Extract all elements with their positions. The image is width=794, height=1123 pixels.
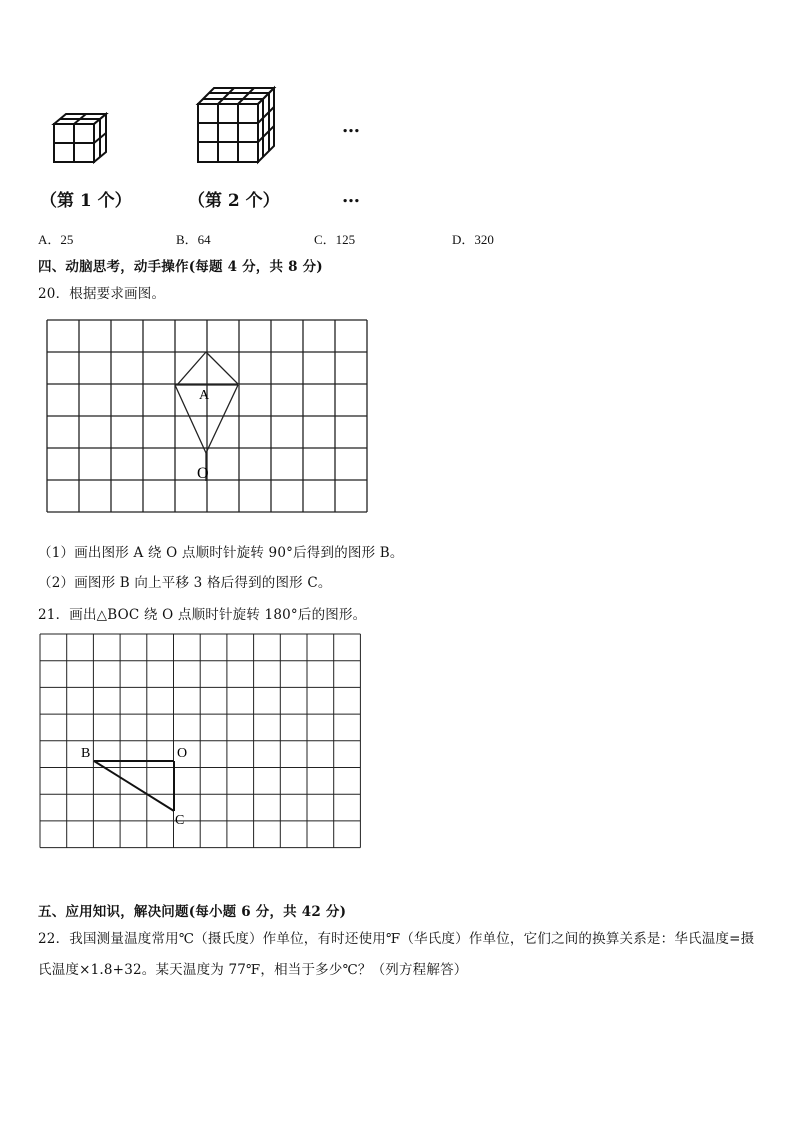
caption-first-figure: （第 1 个） [40, 191, 132, 211]
option-a: A．25 [38, 232, 74, 247]
q20-grid-lines [47, 320, 367, 512]
q20-title: 20．根据要求画图。 [38, 286, 166, 302]
option-d: D．320 [452, 232, 494, 247]
label-b: B [81, 746, 91, 761]
label-o: O [197, 465, 209, 482]
q20-part-one: （1）画出图形 A 绕 O 点顺时针旋转 90°后得到的图形 B。 [38, 545, 404, 561]
q21-title: 21．画出△BOC 绕 O 点顺时针旋转 180°后的图形。 [38, 607, 367, 623]
triangle-boc [94, 761, 174, 811]
small-cube-figure [50, 108, 112, 168]
caption-second-figure: （第 2 个） [188, 191, 280, 211]
q20-part-two: （2）画图形 B 向上平移 3 格后得到的图形 C。 [38, 575, 332, 591]
section-four-heading: 四、动脑思考，动手操作(每题 4 分，共 8 分) [38, 259, 323, 275]
q22-line-one: 22．我国测量温度常用℃（摄氏度）作单位，有时还使用℉（华氏度）作单位，它们之间的换算关系是：华氏温度=摄 [38, 931, 755, 947]
section-five-heading: 五、应用知识，解决问题(每小题 6 分，共 42 分) [38, 904, 347, 920]
q21-grid [39, 633, 363, 891]
figure-ellipsis-top: … [342, 116, 361, 137]
q22-line-two: 氏温度×1.8+32。某天温度为 77℉，相当于多少℃？（列方程解答） [38, 962, 468, 978]
figure-ellipsis-bottom: … [342, 186, 361, 207]
large-cube-figure [194, 84, 280, 168]
option-b: B．64 [176, 232, 211, 247]
label-o-triangle: O [177, 746, 188, 761]
label-c: C [175, 813, 185, 828]
q20-grid [46, 314, 370, 520]
q21-grid-lines [40, 634, 360, 848]
label-a: A [199, 388, 210, 403]
option-c: C．125 [314, 232, 356, 247]
